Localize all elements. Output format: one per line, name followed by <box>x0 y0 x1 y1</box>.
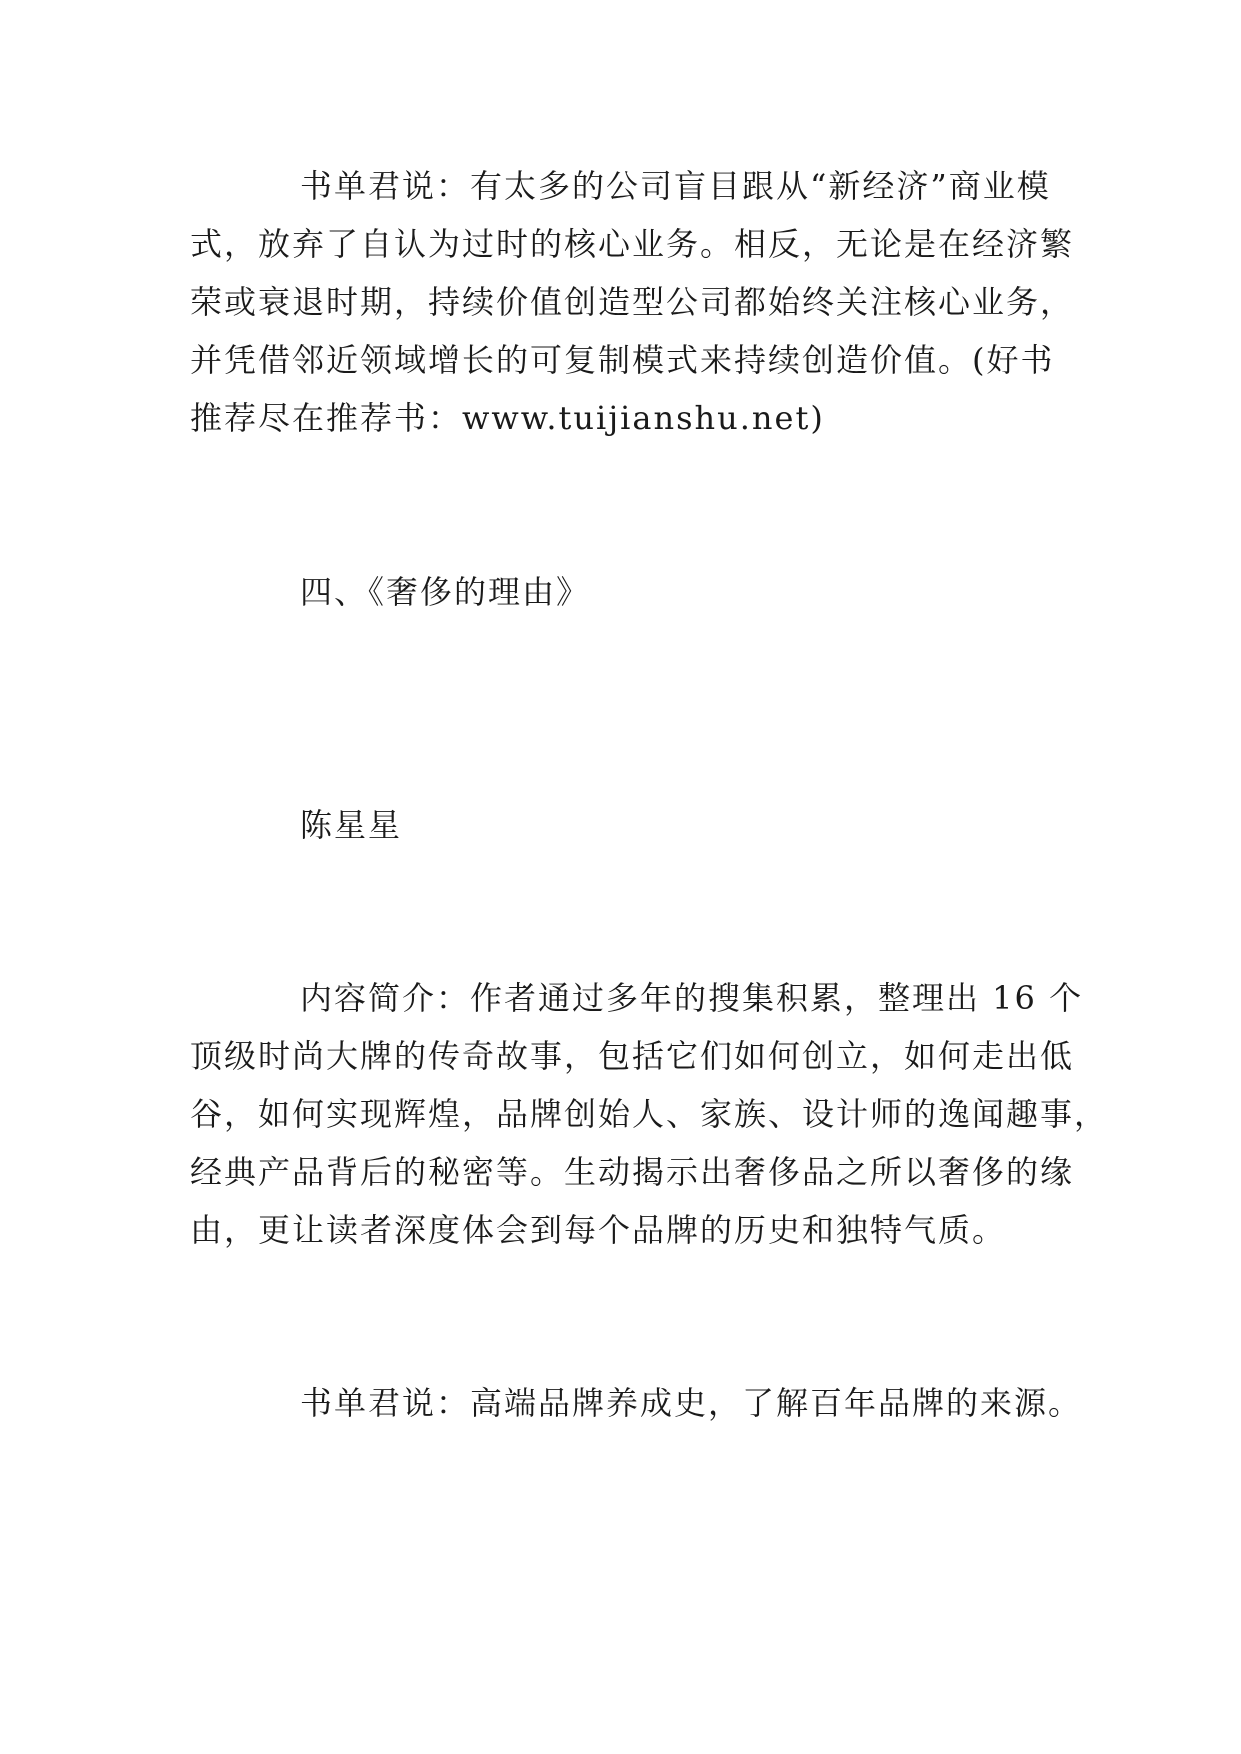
paragraph-1-line-3: 荣或衰退时期，持续价值创造型公司都始终关注核心业务， <box>190 283 1075 321</box>
paragraph-3: 书单君说：高端品牌养成史，了解百年品牌的来源。 <box>300 1384 1083 1422</box>
paragraph-1-line-4: 并凭借邻近领域增长的可复制模式来持续创造价值。(好书 <box>190 341 1055 379</box>
paragraph-2-line-5: 由，更让读者深度体会到每个品牌的历史和独特气质。 <box>190 1211 1007 1249</box>
author-name: 陈星星 <box>300 806 403 844</box>
section-heading: 四、《奢侈的理由》 <box>300 573 591 611</box>
paragraph-2-line-2: 顶级时尚大牌的传奇故事，包括它们如何创立，如何走出低 <box>190 1037 1075 1075</box>
paragraph-2-line-3: 谷，如何实现辉煌，品牌创始人、家族、设计师的逸闻趣事， <box>190 1095 1109 1133</box>
paragraph-2-line-1: 内容简介：作者通过多年的搜集积累，整理出 16 个 <box>300 979 1084 1017</box>
paragraph-1-line-5: 推荐尽在推荐书：www.tuijianshu.net) <box>190 399 825 437</box>
paragraph-2-line-4: 经典产品背后的秘密等。生动揭示出奢侈品之所以奢侈的缘 <box>190 1153 1075 1191</box>
paragraph-1-line-2: 式，放弃了自认为过时的核心业务。相反，无论是在经济繁 <box>190 225 1075 263</box>
paragraph-1-line-1: 书单君说：有太多的公司盲目跟从“新经济”商业模 <box>300 167 1051 205</box>
